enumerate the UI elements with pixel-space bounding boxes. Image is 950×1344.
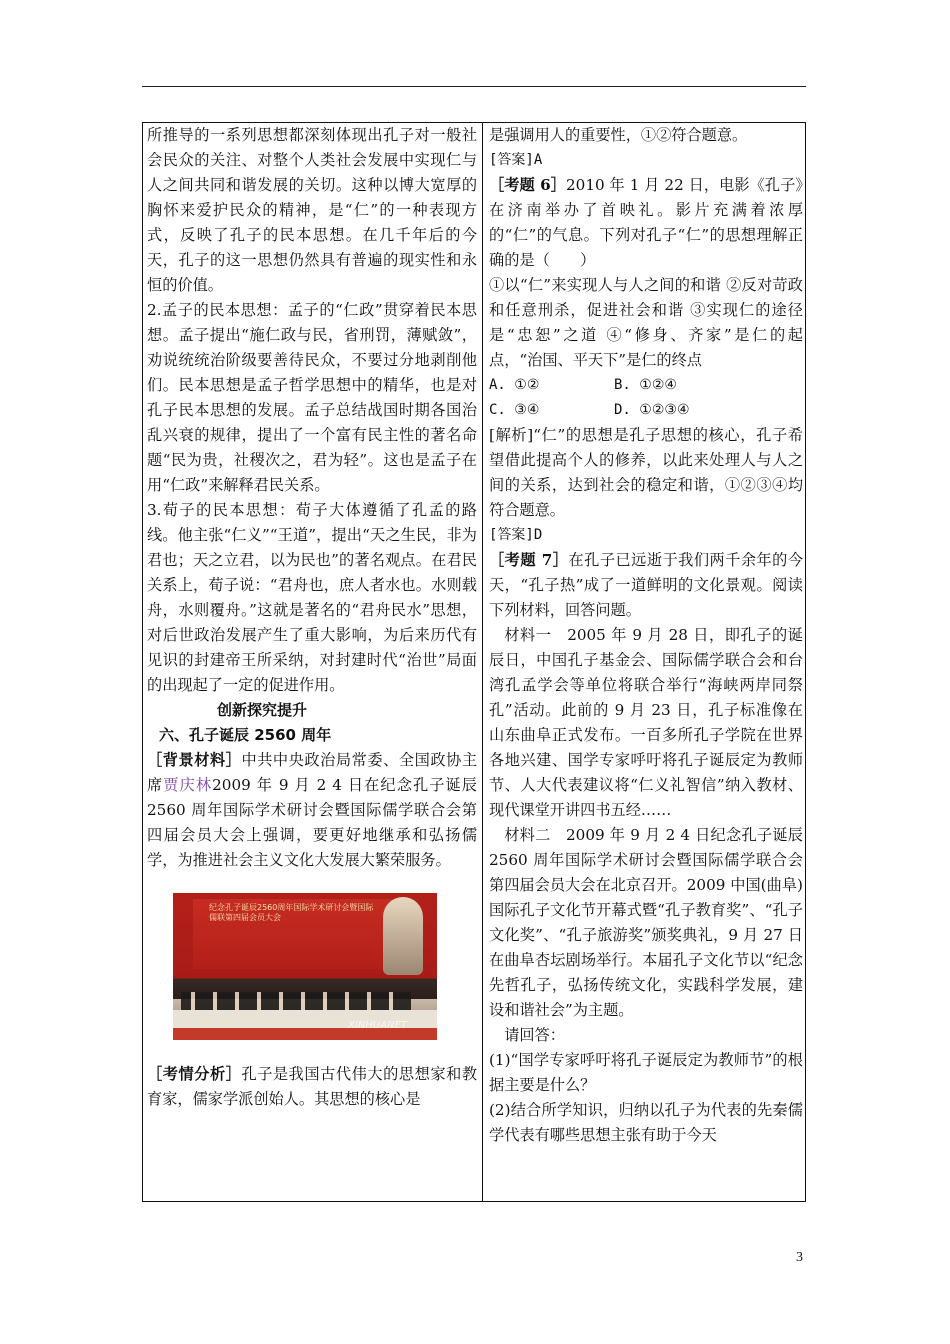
please-answer: 请回答： bbox=[504, 1026, 565, 1044]
sub-question-1: (1)“国学专家呼吁将孔子诞辰定为教师节”的根据主要是什么？ bbox=[489, 1051, 803, 1094]
answer-2: [答案]D bbox=[489, 527, 543, 543]
section-subheading: 六、孔子诞辰 2560 周年 bbox=[159, 726, 332, 744]
question-6-items: ①以“仁”来实现人与人之间的和谐 ②反对苛政和任意刑杀，促进社会和谐 ③实现仁的途径是“忠恕”之道 ④“修身、齐家”是仁的起点，“治国、平天下”是仁的终点 bbox=[489, 276, 803, 369]
option-c: C. ③④ bbox=[489, 402, 540, 418]
conference-photo bbox=[173, 893, 437, 1040]
exam-analysis-text: 孔子是我国古代伟大的思想家和教育家，儒家学派创始人。其思想的核心是 bbox=[147, 1065, 478, 1108]
photo-people bbox=[181, 992, 411, 1012]
question-7 bbox=[489, 548, 803, 623]
paragraph-confucius: 所推导的一系列思想都深刻体现出孔子对一般社会民众的关注、对整个人类社会发展中实现仁与人之间共同和谐发展的关切。这种以博大宽厚的胸怀来爱护民众的精神，是“仁”的一种表现方式，反映了孔子的民本思想。在几千年后的今天，孔子的这一思想仍然具有普遍的现实性和永恒的价值。 bbox=[147, 126, 477, 294]
question-6-text: 2010 年 1 月 22 日，电影《孔子》在济南举办了首映礼。影片充满着浓厚的“仁”的气息。下列对孔子“仁”的思想理解正确的是（ ） bbox=[489, 176, 803, 269]
background-label: ［背景材料］ bbox=[147, 751, 242, 769]
answer-1: [答案]A bbox=[489, 152, 543, 168]
section-heading: 创新探究提升 bbox=[217, 701, 308, 719]
options-row-1 bbox=[489, 373, 803, 398]
paragraph-mencius: 2.孟子的民本思想：孟子的“仁政”贯穿着民本思想。孟子提出“施仁政与民，省刑罚，薄赋敛”，劝说统统治阶级要善待民众，不要过分地剥削他们。民本思想是孟子哲学思想中的精华，也是对孔子民本思想的发展。孟子总结战国时期各国治乱兴衰的规律，提出了一个富有民主性的著名命题“民为贵，社稷次之，君为轻”。这也是孟子在用“仁政”来解释君民关系。 bbox=[147, 301, 477, 494]
person-link[interactable]: 贾庆林 bbox=[163, 776, 213, 794]
confucius-statue bbox=[383, 897, 423, 975]
left-column bbox=[147, 123, 477, 1112]
page-number: 3 bbox=[796, 1250, 803, 1265]
background-text-pre: 中共中央政治局常委、全国政协主席 bbox=[147, 751, 478, 794]
exam-analysis-label: ［考情分析］ bbox=[147, 1065, 242, 1083]
options-row-2 bbox=[489, 398, 803, 423]
photo-watermark: XINHUANET bbox=[348, 1020, 407, 1031]
background-material bbox=[147, 748, 477, 873]
paragraph-xunzi: 3.荀子的民本思想：荀子大体遵循了孔孟的路线。他主张“仁义”“王道”，提出“天之生民，非为君也；天之立君，以为民也”的著名观点。在君民关系上，荀子说：“君舟也，庶人者水也。水则载舟，水则覆舟。”这就是著名的“君舟民水”思想，对后世政治发展产生了重大影响，为后来历代有见识的封建帝王所采纳，对封建时代“治世”局面的出现起了一定的促进作用。 bbox=[147, 501, 477, 694]
analysis: [解析]“仁”的思想是孔子思想的核心，孔子希望借此提高个人的修养，以此来处理人与人之间的关系，达到社会的稳定和谐，①②③④均符合题意。 bbox=[489, 426, 803, 519]
question-7-text: 在孔子已远逝于我们两千余年的今天，“孔子热”成了一道鲜明的文化景观。阅读下列材料，回答问题。 bbox=[489, 551, 804, 619]
column-divider bbox=[482, 123, 483, 1201]
option-b: B. ①②④ bbox=[614, 377, 677, 393]
header-rule bbox=[142, 86, 806, 87]
question-7-label: ［考题 7］ bbox=[489, 551, 569, 569]
exam-analysis bbox=[147, 1062, 477, 1112]
question-6 bbox=[489, 173, 803, 273]
background-text-post: 2009 年 9 月 2 4 日在纪念孔子诞辰 2560 周年国际学术研讨会暨国际儒学联合会第四届会员大会上强调，要更好地继承和弘扬儒学，为推进社会主义文化大发展大繁荣服务。 bbox=[147, 776, 477, 869]
content-table bbox=[142, 122, 806, 1202]
material-2: 材料二 2009 年 9 月 2 4 日纪念孔子诞辰 2560 周年国际学术研讨会暨国际儒学联合会第四届会员大会在北京召开。2009 中国(曲阜)国际孔子文化节开幕式暨“孔子教育奖”、“孔子文化奖”、“孔子旅游奖”颁奖典礼，9 月 27 日在曲阜杏坛剧场举行。本届孔子文化节以“纪念先哲孔子，弘扬传统文化，实践科学发展，建设和谐社会”为主题。 bbox=[489, 826, 803, 1019]
sub-question-2: (2)结合所学知识，归纳以孔子为代表的先秦儒学代表有哪些思想主张有助于今天 bbox=[489, 1101, 803, 1144]
right-column bbox=[489, 123, 803, 1148]
photo-banner-text: 纪念孔子诞辰2560周年国际学术研讨会暨国际儒联第四届会员大会 bbox=[209, 903, 374, 922]
option-d: D. ①②③④ bbox=[614, 402, 690, 418]
continued-text: 是强调用人的重要性，①②符合题意。 bbox=[489, 126, 748, 144]
material-1: 材料一 2005 年 9 月 28 日，即孔子的诞辰日，中国孔子基金会、国际儒学联合会和台湾孔孟学会等单位将联合举行“海峡两岸同祭孔”活动。此前的 9 月 23 日，孔子标准像在山东曲阜正式发布。一百多所孔子学院在世界各地兴建、国学专家呼吁将孔子诞辰定为教师节、人大代表建议将“仁义礼智信”纳入教材、现代课堂开讲四书五经…… bbox=[489, 626, 803, 819]
question-6-label: ［考题 6］ bbox=[489, 176, 567, 194]
option-a: A. ①② bbox=[489, 377, 540, 393]
